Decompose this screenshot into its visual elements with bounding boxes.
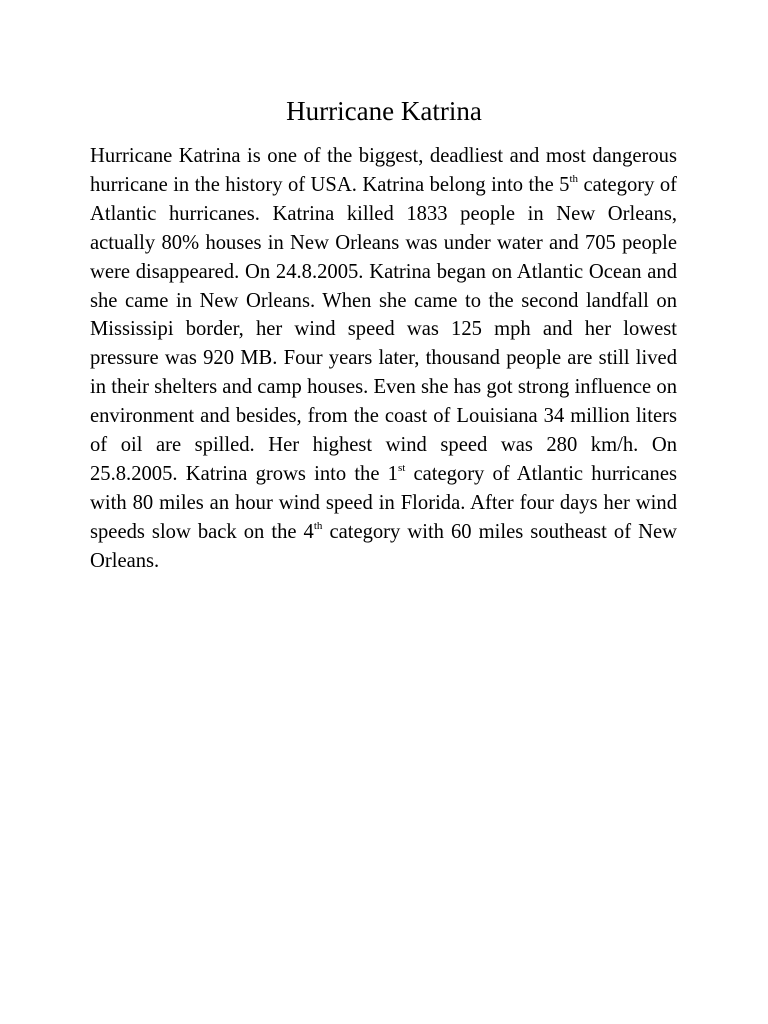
paragraph-segment-2: category of Atlantic hurricanes. Katrina killed 1833 people in New Orleans, actually 80% houses in New Orleans was under water and 705 people were disappeared. On 24.8.2005. Katrina began on Atlantic Ocean and she came in New Orleans. When she came to the second landfall on Mississipi border, her wind speed was 125 mph and her lowest pressure was 920 MB. Four years later, thousand people are still lived in their shelters and camp houses. Even she has got strong influence on environment and besides, from the coast of Louisiana 34 million liters of oil are spilled. Her highest wind speed was 280 km/h. On 25.8.2005. Katrina grows into the 1 bbox=[90, 173, 678, 485]
document-title: Hurricane Katrina bbox=[286, 96, 482, 126]
superscript-st: st bbox=[397, 462, 406, 475]
paragraph-segment-3: category of Atlantic hurricanes with 80 miles an hour wind speed in Florida. After four days her wind speeds slow back on the 4 bbox=[90, 462, 677, 543]
paragraph-segment-4: category with 60 miles southeast of New Orleans. bbox=[90, 520, 677, 572]
superscript-th-1: th bbox=[569, 173, 579, 186]
body-paragraph bbox=[90, 142, 677, 576]
superscript-th-2: th bbox=[313, 519, 323, 532]
paragraph-segment-1: Hurricane Katrina is one of the biggest, deadliest and most dangerous hurricane in the history of USA. Katrina belong into the 5 bbox=[90, 145, 677, 196]
